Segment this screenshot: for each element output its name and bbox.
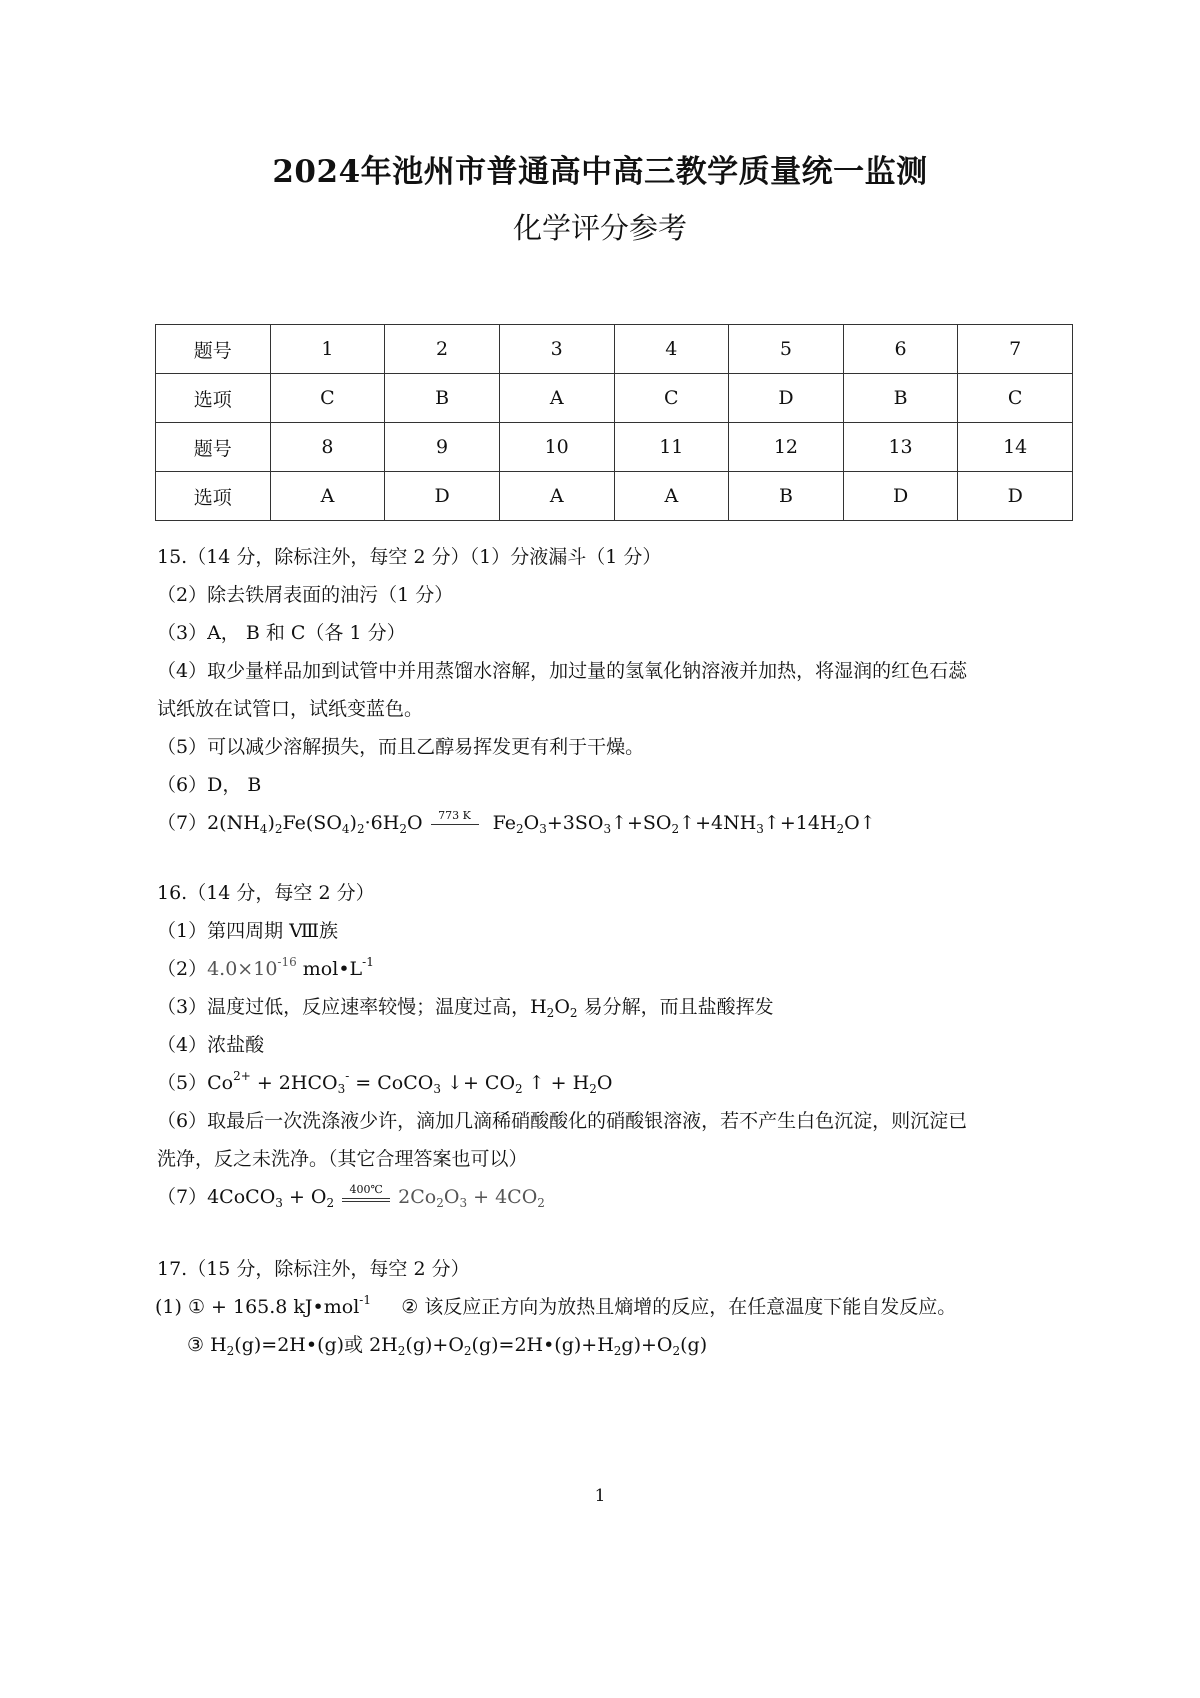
table-cell: 11 (614, 423, 729, 472)
q16-line-2: $(2)4.0\times 10^{-16}$ $mol•L^{-1}$ (157, 955, 374, 980)
table-row (156, 374, 1073, 423)
table-cell: A (499, 374, 614, 423)
q17-line-1: (1) ① + 165.8 kJ•mol$^{-1}$ ② 该反应正方向为放热且熵增的反应，在任意温度下能自发反应。 (155, 1293, 957, 1318)
table-row (156, 325, 1073, 374)
table-cell: 7 (958, 325, 1073, 374)
q16-line-6a: （6）取最后一次洗涤液少许，滴加几滴稀硝酸酸化的硝酸银溶液，若不产生白色沉淀，则沉淀已 (157, 1110, 968, 1132)
table-cell: 6 (843, 325, 958, 374)
q16-line-5: $(5)Co^{2+} + 2HCO_3^-$ = CoCO$_3$ ↓+ $CO_2$ ↑ + $H_2O$ (157, 1069, 613, 1096)
q16-line-3: （3）温度过低，反应速率较慢；温度过高，$H_2O_2$ 易分解，而且盐酸挥发 (157, 996, 774, 1020)
line-prefix: ③ (187, 1334, 211, 1356)
table-cell: 3 (499, 325, 614, 374)
table-cell: 5 (729, 325, 844, 374)
row-label: 选项 (156, 472, 271, 521)
line-prefix: （5） (157, 1072, 208, 1094)
table-cell: D (729, 374, 844, 423)
row-label: 题号 (156, 423, 271, 472)
reaction-condition-arrow: 773 K (429, 816, 481, 832)
q15-line-4b: 试纸放在试管口，试纸变蓝色。 (157, 698, 424, 720)
table-row (156, 472, 1073, 521)
table-cell: 13 (843, 423, 958, 472)
q15-line-4a: （4）取少量样品加到试管中并用蒸馏水溶解，加过量的氢氧化钠溶液并加热，将湿润的红色石蕊 (157, 660, 968, 682)
table-cell: D (843, 472, 958, 521)
row-label: 题号 (156, 325, 271, 374)
q16-line-4: （4）浓盐酸 (157, 1034, 265, 1056)
q17-line-2: ③ $H_2(g)=2H•(g)$或 $2H_2(g)+O_2(g)=2H•(g)+H_2g)+O_2(g)$ (187, 1334, 708, 1358)
reaction-condition-arrow: 400℃ (340, 1190, 392, 1206)
q17-heading: 17.（15 分，除标注外，每空 2 分） (157, 1258, 470, 1280)
line-prefix: （2） (157, 958, 208, 980)
page-number: 1 (594, 1486, 606, 1506)
table-cell: 8 (270, 423, 385, 472)
answer-table (155, 324, 1073, 521)
table-cell: B (385, 374, 500, 423)
table-cell: C (270, 374, 385, 423)
table-cell: 2 (385, 325, 500, 374)
q16-line-6b: 洗净，反之未洗净。（其它合理答案也可以） (157, 1148, 528, 1170)
q15-line-5: （5）可以减少溶解损失，而且乙醇易挥发更有利于干燥。 (157, 736, 645, 758)
line-text: ② 该反应正方向为放热且熵增的反应，在任意温度下能自发反应。 (401, 1296, 957, 1318)
table-cell: 14 (958, 423, 1073, 472)
line-prefix: （3）温度过低，反应速率较慢；温度过高， (157, 996, 531, 1018)
page-subtitle: 化学评分参考 (512, 211, 687, 245)
line-prefix: （7） (157, 1186, 208, 1208)
table-cell: 1 (270, 325, 385, 374)
q15-line-7: $(7)2(NH_4)_2Fe(SO_4)_2\cdot 6H_2O$ 773 K $Fe_2O_3+3SO_3↑+SO_2↑+4NH_3↑+14H_2O↑$ (157, 809, 876, 836)
line-prefix: (1) ① + 165.8 kJ•mol (155, 1296, 360, 1318)
table-cell: 4 (614, 325, 729, 374)
q16-heading: 16.（14 分，每空 2 分） (157, 882, 375, 904)
table-cell: 10 (499, 423, 614, 472)
table-cell: B (729, 472, 844, 521)
table-cell: 12 (729, 423, 844, 472)
table-cell: C (958, 374, 1073, 423)
q15-line-6: （6）D， B (157, 774, 262, 796)
page-title: 2024年池州市普通高中高三教学质量统一监测 (272, 154, 928, 190)
table-cell: 9 (385, 423, 500, 472)
table-cell: D (385, 472, 500, 521)
table-cell: D (958, 472, 1073, 521)
q15-line-2: （2）除去铁屑表面的油污（1 分） (157, 584, 454, 606)
q16-line-1: （1）第四周期 Ⅷ族 (157, 920, 339, 942)
line-prefix: （7） (157, 812, 208, 834)
table-cell: A (614, 472, 729, 521)
table-row (156, 423, 1073, 472)
table-cell: C (614, 374, 729, 423)
table-cell: A (270, 472, 385, 521)
line-suffix: 易分解，而且盐酸挥发 (577, 996, 774, 1018)
table-cell: A (499, 472, 614, 521)
q15-line-3: （3）A， B 和 C（各 1 分） (157, 622, 406, 644)
table-cell: B (843, 374, 958, 423)
q16-line-7: （7）4CoCO$_3$ + $O_2$ 400℃ $2Co_2O_3 + 4CO_2$ (157, 1183, 545, 1210)
row-label: 选项 (156, 374, 271, 423)
q15-heading: 15.（14 分，除标注外，每空 2 分）（1）分液漏斗（1 分） (157, 546, 662, 568)
